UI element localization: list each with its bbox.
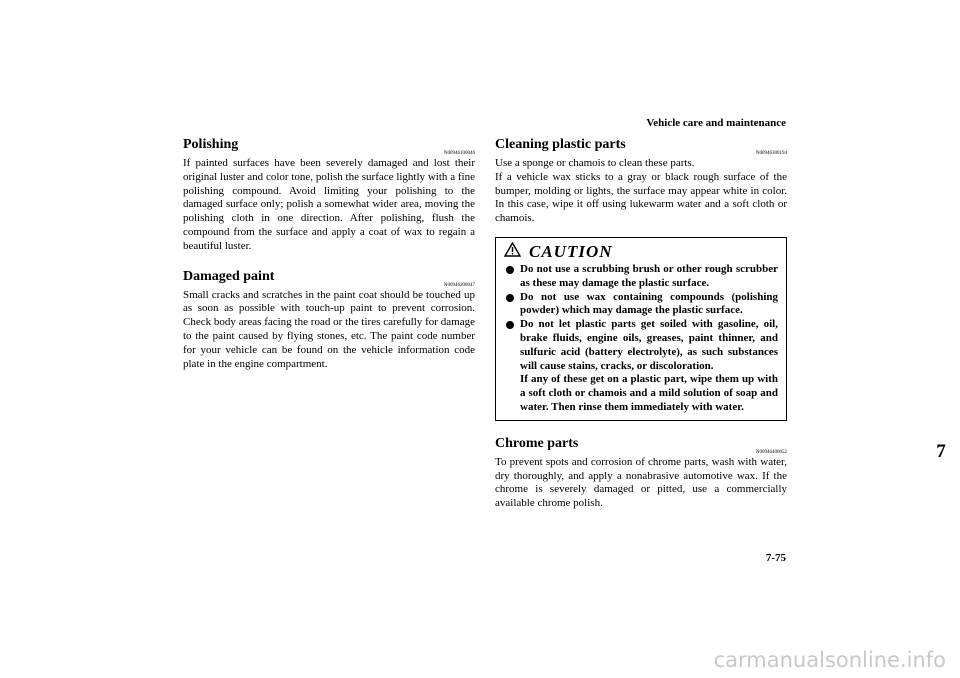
caution-item: Do not use wax containing compounds (polishing powder) which may damage the plastic surface.: [504, 291, 778, 319]
caution-item: Do not let plastic parts get soiled with gasoline, oil, brake fluids, engine oils, greases, paint thinner, and sulfuric acid (battery electrolyte), as such substances will cause stains, cracks, or discoloration. If any of these get on a plastic part, wipe them up with a soft cloth or chamois and a mild solution of soap and water. Then rinse them immediately with water.: [504, 318, 778, 415]
page-number: 7-75: [765, 552, 786, 564]
left-column: [183, 136, 475, 385]
running-header: Vehicle care and maintenance: [646, 117, 786, 129]
chrome-parts-code: N00946400052: [755, 449, 787, 455]
cleaning-plastic-body-1: Use a sponge or chamois to clean these parts.: [495, 157, 695, 169]
damaged-paint-section: [183, 268, 475, 372]
right-column: [495, 136, 787, 525]
bullet-icon: [506, 294, 514, 302]
caution-note: If any of these get on a plastic part, wipe them up with a soft cloth or chamois and a mild solution of soap and water. Then rinse them immediately with water.: [520, 373, 778, 413]
polishing-heading: Polishing: [183, 137, 239, 152]
damaged-paint-heading: Damaged paint: [183, 268, 275, 284]
bullet-icon: [506, 266, 514, 274]
cleaning-plastic-heading: Cleaning plastic parts: [495, 137, 626, 152]
chapter-tab: 7: [936, 441, 946, 462]
cleaning-plastic-section: [495, 136, 787, 421]
cleaning-plastic-code: N00946300194: [755, 151, 787, 156]
caution-box: [495, 237, 787, 421]
cleaning-plastic-body-2: If a vehicle wax sticks to a gray or black rough surface of the bumper, molding or lights, the surface may appear white in color. In this case, wipe it off using lukewarm water and a soft cloth or chamois.: [495, 170, 787, 225]
chrome-parts-body: To prevent spots and corrosion of chrome parts, wash with water, dry thoroughly, and apply a nonabrasive automotive wax. If the chrome is severely damaged or pitted, use a commercially available chrome polish.: [495, 455, 787, 510]
caution-list: [504, 263, 778, 415]
polishing-section: [183, 136, 475, 254]
bullet-icon: [506, 321, 514, 329]
chrome-parts-section: [495, 435, 787, 511]
caution-item: Do not use a scrubbing brush or other rough scrubber as these may damage the plastic surface.: [504, 263, 778, 291]
damaged-paint-code: N00946200047: [443, 282, 475, 288]
watermark: carmanualsonline.info: [713, 648, 946, 672]
chrome-parts-heading: Chrome parts: [495, 435, 579, 451]
polishing-body: If painted surfaces have been severely damaged and lost their original luster and color tone, polish the surface lightly with a fine polishing compound. Avoid limiting your polishing to the damaged surface only; polish a somewhat wider area, moving the polishing cloth in one direction. After polishing, flush the compound from the surface and apply a coat of wax to regain a beautiful luster.: [183, 157, 475, 252]
warning-triangle-icon: [504, 242, 521, 262]
damaged-paint-body: Small cracks and scratches in the paint coat should be touched up as soon as possible with touch-up paint to prevent corrosion. Check body areas facing the road or the tires carefully for damage to the paint caused by flying stones, etc. The paint code number for your vehicle can be found on the vehicle information code plate in the engine compartment.: [183, 288, 475, 370]
polishing-code: N00946100046: [443, 151, 475, 156]
caution-title: CAUTION: [529, 241, 613, 261]
caution-header: [504, 241, 778, 263]
